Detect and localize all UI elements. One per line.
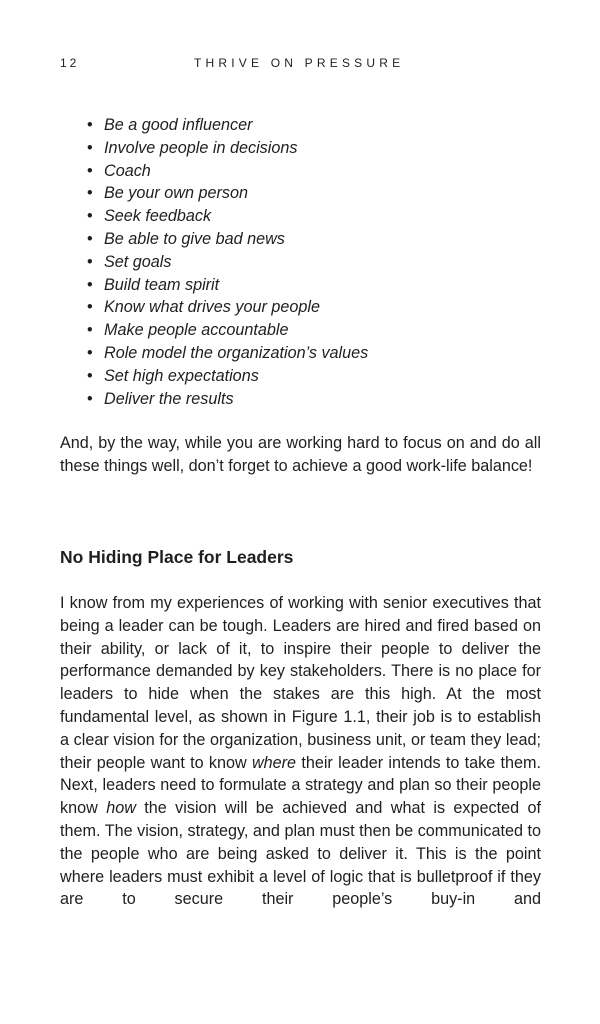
bullet-item: • Role model the organization’s values: [86, 342, 368, 365]
body-paragraph: And, by the way, while you are working hard to focus on and do all these things well, don’t forget to achieve a good work-life balance!: [60, 434, 541, 475]
paragraph-text: I know from my experiences of working with senior executives that being a leader can be tough. Leaders are hired and fired based on their ability, or lack of it, to inspire their people to deliver the performance demanded by key stakeholders. There is no place for leaders to hide when the stakes are this high. At the most fundamental level, as shown in Figure 1.1, their job is to establish a clear vision for the organization, business unit, or team they lead; their people want to know: [60, 594, 541, 772]
bullet-item: • Seek feedback: [86, 205, 368, 228]
bullet-item: • Coach: [86, 160, 368, 183]
emphasis-text: where: [251, 753, 297, 772]
bullet-item: • Set high expectations: [86, 365, 368, 388]
bullet-item: • Build team spirit: [86, 274, 368, 297]
section-paragraph: [60, 592, 541, 911]
bullet-item: • Be your own person: [86, 182, 368, 205]
section-heading: No Hiding Place for Leaders: [60, 547, 294, 567]
book-title: THRIVE ON PRESSURE: [194, 56, 405, 70]
bullet-item: • Set goals: [86, 251, 368, 274]
bullet-item: • Deliver the results: [86, 388, 368, 411]
page-number: 12: [60, 56, 80, 70]
bullet-item: • Make people accountable: [86, 319, 368, 342]
bullet-item: • Be able to give bad news: [86, 228, 368, 251]
bullet-item: • Know what drives your people: [86, 296, 368, 319]
bullet-list: [86, 114, 368, 410]
bullet-item: • Involve people in decisions: [86, 137, 368, 160]
emphasis-text: how: [106, 799, 136, 818]
running-header: [0, 56, 600, 74]
bullet-item: • Be a good influencer: [86, 114, 368, 137]
paragraph-text: their leader intends to take them. Next, leaders need to formulate a strategy and plan so their people know: [60, 753, 541, 818]
paragraph-text: the vision will be achieved and what is expected of them. The vision, strategy, and plan must then be communicated to the people who are being asked to deliver it. This is the point where leaders must exhibit a level of logic that is bulletproof if they are to secure their people’s buy-in and: [60, 799, 542, 909]
